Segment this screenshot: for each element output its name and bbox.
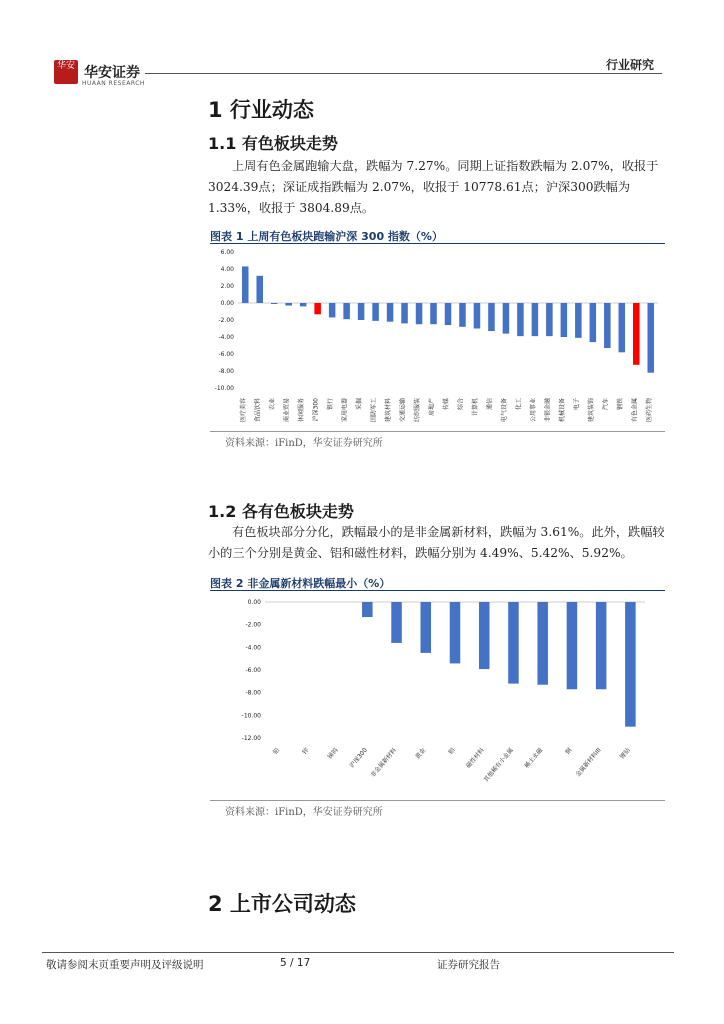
logo-name: 华安证券 [84, 65, 140, 81]
bar [604, 303, 611, 348]
category-label: 沪深300 [348, 746, 369, 770]
category-label: 商业贸易 [283, 398, 291, 423]
bar [590, 303, 597, 342]
figure-2-chart [210, 594, 665, 799]
category-label: 锑钨 [326, 746, 340, 761]
bar [619, 303, 626, 352]
category-label: 计算机 [471, 398, 479, 417]
category-label: 汽车 [602, 398, 610, 411]
bar [575, 303, 582, 338]
figure-1-chart [210, 246, 665, 431]
category-label: 铜 [564, 746, 574, 756]
category-label: 交通运输 [399, 398, 407, 423]
category-label: 建筑装饰 [587, 398, 595, 423]
category-label: 锂钴 [618, 746, 632, 761]
section-2-title: 2 上市公司动态 [208, 892, 356, 916]
y-tick-label: -2.00 [245, 621, 261, 629]
y-tick-label: -2.00 [218, 317, 234, 324]
footer-divider [42, 952, 674, 953]
bar [488, 303, 495, 331]
category-label: 钢铁 [616, 398, 624, 411]
bar [561, 303, 568, 337]
bar [401, 303, 408, 323]
category-label: 休闲服务 [298, 398, 306, 423]
bar [532, 303, 539, 336]
bar [362, 602, 373, 617]
y-tick-label: -10.00 [214, 385, 234, 392]
bar [421, 602, 432, 653]
category-label: 非金属新材料 [369, 746, 399, 779]
header-section: 行业研究 [605, 58, 654, 72]
bar [430, 303, 437, 324]
bar [648, 303, 655, 373]
subsection-1-1-text: 上周有色金属跑输大盘，跌幅为 7.27%。同期上证指数跌幅为 2.07%，收报于 3024.39点；深证成指跌幅为 2.07%，收报于 10778.61点；沪深300跌幅为 1.33%，收报于 3804.89点。 [208, 159, 659, 215]
bar [391, 602, 402, 643]
category-label: 化工 [515, 398, 523, 411]
bar [358, 303, 365, 320]
category-label: 纺织服装 [414, 398, 422, 423]
category-label: 电子 [573, 398, 581, 411]
bar [546, 303, 553, 336]
bar [450, 602, 461, 663]
bar [517, 303, 524, 336]
bar [459, 303, 466, 327]
bar [445, 303, 452, 325]
bar [387, 303, 394, 322]
bar [372, 303, 379, 321]
y-tick-label: 2.00 [220, 283, 234, 290]
category-label: 采掘 [356, 398, 364, 411]
footer-disclaimer: 敬请参阅末页重要声明及评级说明 [46, 959, 204, 971]
figure-1-title: 图表 1 上周有色板块跑输沪深 300 指数（%） [210, 230, 443, 243]
bar [285, 303, 292, 306]
figure-2-source: 资料来源：iFinD，华安证券研究所 [225, 807, 383, 818]
category-label: 锌 [301, 746, 311, 756]
y-tick-label: 6.00 [220, 249, 234, 256]
category-label: 传媒 [443, 398, 450, 411]
category-label: 建筑材料 [385, 398, 393, 423]
category-label: 医药生物 [645, 398, 653, 423]
y-tick-label: -8.00 [245, 689, 261, 697]
bar [314, 303, 321, 314]
category-label: 电气设备 [500, 398, 508, 423]
bar [596, 602, 607, 689]
bar [329, 303, 336, 317]
bar [508, 602, 519, 684]
footer-report-type: 证券研究报告 [437, 959, 500, 971]
y-tick-label: 0.00 [220, 300, 234, 307]
category-label: 其他稀有小金属 [482, 746, 515, 784]
category-label: 机械设备 [558, 398, 566, 423]
logo-mark: 华安 [54, 60, 78, 84]
bar [625, 602, 636, 727]
bar [474, 303, 481, 329]
category-label: 铅 [271, 746, 282, 756]
header-divider [145, 73, 662, 74]
y-tick-label: 0.00 [247, 599, 261, 606]
category-label: 公用事业 [529, 398, 537, 423]
category-label: 国防军工 [370, 398, 378, 423]
figure-2-bottom-rule [210, 800, 665, 801]
bar [343, 303, 350, 319]
bar [300, 303, 307, 306]
y-tick-label: -4.00 [245, 644, 261, 652]
y-tick-label: -10.00 [241, 712, 261, 720]
category-label: 沪深300 [312, 398, 320, 422]
bar [503, 303, 510, 334]
y-tick-label: -4.00 [218, 334, 234, 341]
figure-1-source: 资料来源：iFinD，华安证券研究所 [225, 438, 383, 449]
category-label: 磁性材料 [464, 746, 486, 770]
category-label: 食品饮料 [254, 398, 262, 423]
category-label: 通信 [486, 398, 494, 411]
bar [567, 602, 578, 689]
category-label: 黄金 [414, 746, 428, 761]
footer-page-number: 5 / 17 [280, 957, 311, 969]
logo-subtitle: HUAAN RESEARCH [82, 80, 145, 87]
category-label: 综合 [457, 398, 465, 411]
bar [242, 266, 249, 303]
figure-1-bottom-rule [210, 431, 665, 432]
subsection-1-1-title: 1.1 有色板块走势 [208, 134, 338, 153]
y-tick-label: -6.00 [218, 351, 234, 358]
bar [271, 303, 278, 304]
category-label: 非银金融 [544, 398, 552, 423]
section-1-title: 1 行业动态 [208, 98, 314, 122]
category-label: 医疗美容 [240, 398, 248, 423]
y-tick-label: 4.00 [220, 266, 234, 273]
y-tick-label: -6.00 [245, 667, 261, 674]
category-label: 房地产 [428, 398, 436, 417]
bar [256, 276, 263, 303]
category-label: 有色金属 [631, 398, 639, 423]
y-tick-label: -12.00 [241, 735, 261, 742]
figure-1-rule [210, 243, 665, 244]
y-tick-label: -8.00 [218, 368, 234, 375]
bar [479, 602, 490, 669]
category-label: 银行 [327, 398, 335, 411]
subsection-1-2-text: 有色板块部分分化，跌幅最小的是非金属新材料，跌幅为 3.61%。此外，跌幅较小的三个分别是黄金、铝和磁性材料，跌幅分别为 4.49%、5.42%、5.92%。 [208, 525, 665, 560]
figure-2-title: 图表 2 非金属新材料跌幅最小（%） [210, 577, 391, 590]
bar [416, 303, 423, 324]
category-label: 金属新材料III [574, 746, 603, 779]
subsection-1-2-title: 1.2 各有色板块走势 [208, 502, 354, 521]
category-label: 铝 [447, 746, 457, 756]
category-label: 家用电器 [341, 398, 349, 423]
bar [537, 602, 548, 685]
category-label: 稀土永磁 [523, 746, 545, 770]
category-label: 农业 [269, 398, 277, 411]
figure-2-rule [210, 590, 665, 591]
bar [633, 303, 640, 365]
